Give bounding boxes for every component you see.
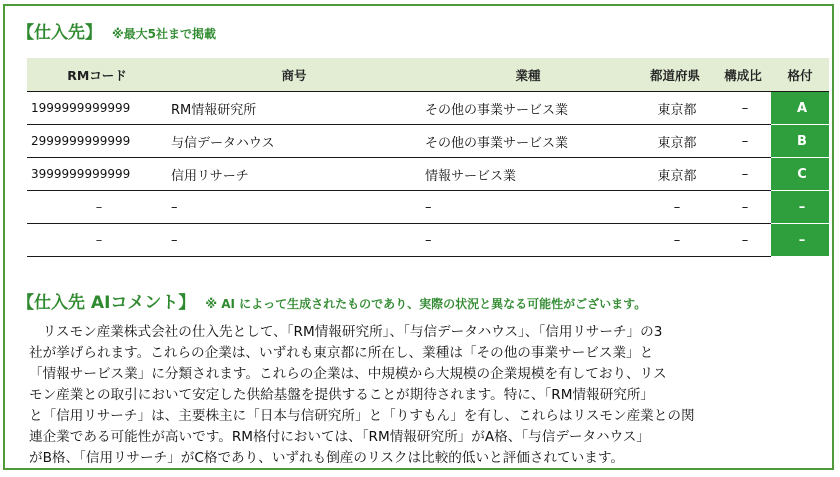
suppliers-heading: 【仕入先】 <box>17 23 102 43</box>
suppliers-table <box>27 58 829 257</box>
rm-code-cell: – <box>27 191 167 224</box>
grade-badge: B <box>771 125 829 158</box>
company-name-cell: – <box>167 191 421 224</box>
table-row <box>27 158 829 191</box>
ai-comment-line: 連企業である可能性が高いです。RM格付においては、「RM情報研究所」がA格、「与信データハウス」 <box>29 429 650 445</box>
prefecture-cell: 東京都 <box>635 125 715 158</box>
company-name-cell: 信用リサーチ <box>167 158 421 191</box>
table-header-row <box>27 58 829 92</box>
ratio-cell: – <box>715 191 771 224</box>
ai-comment-section-title <box>17 288 646 313</box>
industry-cell: その他の事業サービス業 <box>421 92 635 125</box>
ai-comment-line: がB格、「信用リサーチ」がC格であり、いずれも倒産のリスクは比較的低いと評価されています。 <box>29 450 624 466</box>
table-row <box>27 125 829 158</box>
ai-comment-body <box>29 322 819 469</box>
ratio-cell: – <box>715 92 771 125</box>
rm-code-cell: – <box>27 224 167 257</box>
company-name-cell: RM情報研究所 <box>167 92 421 125</box>
prefecture-cell: 東京都 <box>635 92 715 125</box>
grade-badge: – <box>771 224 829 257</box>
grade-badge: A <box>771 92 829 125</box>
suppliers-note: ※最大5社まで掲載 <box>112 27 217 41</box>
col-header-grade: 格付 <box>771 58 829 92</box>
prefecture-cell: 東京都 <box>635 158 715 191</box>
col-header-ratio: 構成比 <box>715 58 771 92</box>
ai-comment-line: モン産業との取引において安定した供給基盤を提供することが期待されます。特に、「RM情報研究所」 <box>29 387 655 403</box>
suppliers-section-title <box>17 18 216 43</box>
table-row <box>27 224 829 257</box>
prefecture-cell: – <box>635 191 715 224</box>
company-name-cell: 与信データハウス <box>167 125 421 158</box>
ai-comment-note: ※ AI によって生成されたものであり、実際の状況と異なる可能性がございます。 <box>205 297 647 311</box>
col-header-rm-code: RMコード <box>27 58 167 92</box>
supplier-panel <box>3 4 834 470</box>
table-row <box>27 191 829 224</box>
ratio-cell: – <box>715 158 771 191</box>
grade-badge: – <box>771 191 829 224</box>
ai-comment-line: と「信用リサーチ」は、主要株主に「日本与信研究所」と「りすもん」を有し、これらはリスモン産業との関 <box>29 408 695 424</box>
ai-comment-line: 社が挙げられます。これらの企業は、いずれも東京都に所在し、業種は「その他の事業サービス業」と <box>29 345 654 361</box>
rm-code-cell: 3999999999999 <box>27 158 167 191</box>
industry-cell: 情報サービス業 <box>421 158 635 191</box>
prefecture-cell: – <box>635 224 715 257</box>
industry-cell: その他の事業サービス業 <box>421 125 635 158</box>
ratio-cell: – <box>715 125 771 158</box>
ratio-cell: – <box>715 224 771 257</box>
ai-comment-line: リスモン産業株式会社の仕入先として、「RM情報研究所」、「与信データハウス」、「信用リサーチ」の3 <box>29 324 663 340</box>
col-header-prefecture: 都道府県 <box>635 58 715 92</box>
rm-code-cell: 2999999999999 <box>27 125 167 158</box>
rm-code-cell: 1999999999999 <box>27 92 167 125</box>
company-name-cell: – <box>167 224 421 257</box>
col-header-industry: 業種 <box>421 58 635 92</box>
ai-comment-line: 「情報サービス業」に分類されます。これらの企業は、中規模から大規模の企業規模を有しており、リス <box>29 366 667 382</box>
table-row <box>27 92 829 125</box>
industry-cell: – <box>421 224 635 257</box>
ai-comment-heading: 【仕入先 AIコメント】 <box>17 293 196 313</box>
industry-cell: – <box>421 191 635 224</box>
col-header-company-name: 商号 <box>167 58 421 92</box>
grade-badge: C <box>771 158 829 191</box>
